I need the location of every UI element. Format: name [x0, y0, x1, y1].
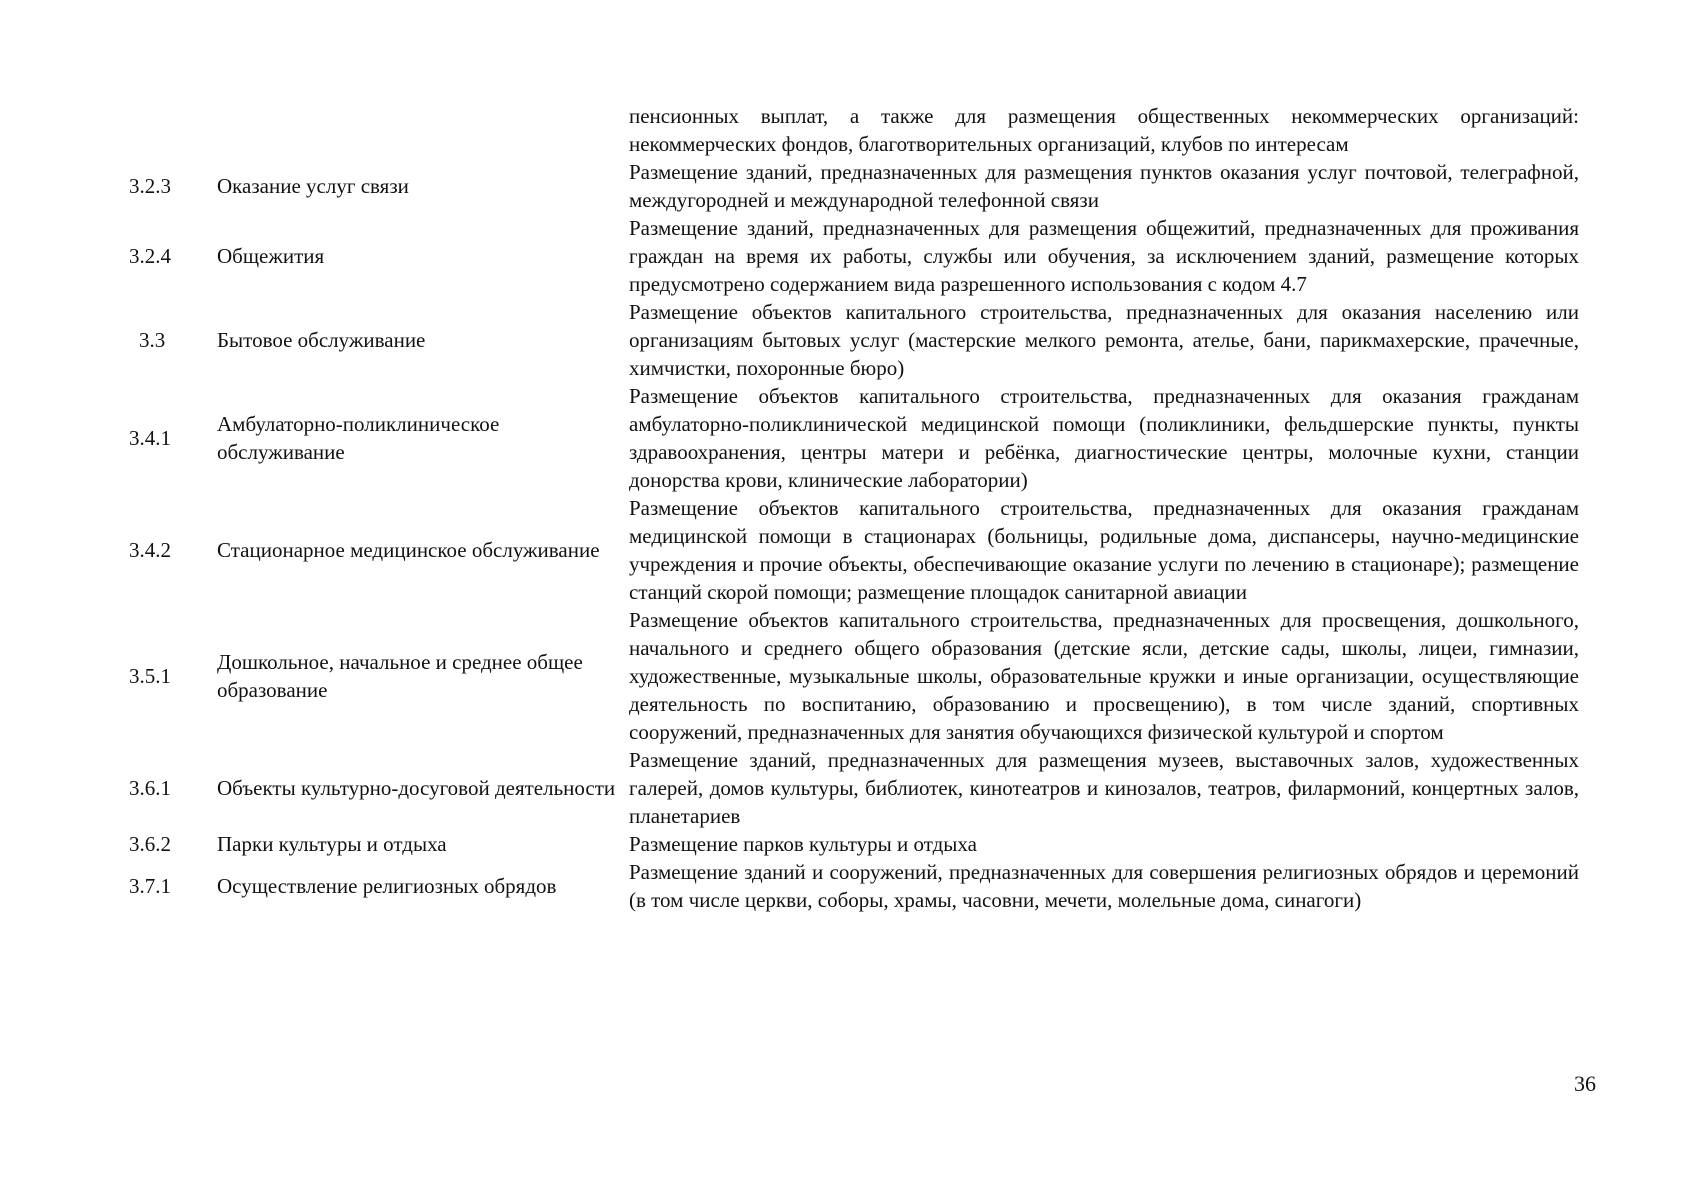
table-row [129, 858, 1579, 914]
row-name: Оказание услуг связи [217, 174, 409, 198]
row-name: Стационарное медицинское обслуживание [217, 538, 600, 562]
row-code: 3.2.4 [129, 244, 171, 268]
table-row [129, 494, 1579, 606]
table-row [129, 102, 1579, 158]
row-description: Размещение объектов капитального строительства, предназначенных для оказания населению или организациям бытовых услуг (мастерские мелкого ремонта, ателье, бани, парикмахерские, прачечные, химчистки, похоронные бюро) [629, 300, 1579, 380]
row-code: 3.6.2 [129, 832, 171, 856]
row-description: Размещение парков культуры и отдыха [629, 832, 977, 856]
row-code: 3.6.1 [129, 776, 171, 800]
row-description: Размещение объектов капитального строительства, предназначенных для оказания гражданам амбулаторно-поликлинической медицинской помощи (поликлиники, фельдшерские пункты, пункты здравоохранения, центры матери и ребёнка, диагностические центры, молочные кухни, станции донорства крови, клинические лаборатории) [629, 384, 1579, 492]
row-code: 3.4.1 [129, 426, 171, 450]
row-name: Бытовое обслуживание [217, 328, 426, 352]
table-row [129, 746, 1579, 830]
row-code: 3.4.2 [129, 538, 171, 562]
row-description: Размещение зданий, предназначенных для размещения пунктов оказания услуг почтовой, телеграфной, междугородней и международной телефонной связи [629, 160, 1579, 212]
row-code: 3.3 [139, 328, 166, 352]
row-description: Размещение зданий, предназначенных для размещения общежитий, предназначенных для проживания граждан на время их работы, службы или обучения, за исключением зданий, размещение которых предусмотрено содержанием вида разрешенного использования с кодом 4.7 [629, 216, 1579, 296]
page-number: 36 [1574, 1071, 1596, 1096]
table-row [129, 298, 1579, 382]
row-name [217, 102, 629, 158]
row-description: Размещение объектов капитального строительства, предназначенных для оказания гражданам медицинской помощи в стационарах (больницы, родильные дома, диспансеры, научно-медицинские учреждения и прочие объекты, обеспечивающие оказание услуги по лечению в стационаре); размещение станций скорой помощи; размещение площадок санитарной авиации [629, 496, 1579, 604]
row-description: Размещение зданий и сооружений, предназначенных для совершения религиозных обрядов и церемоний (в том числе церкви, соборы, храмы, часовни, мечети, молельные дома, синагоги) [629, 860, 1579, 912]
row-name: Дошкольное, начальное и среднее общее образование [217, 650, 583, 702]
row-name: Объекты культурно-досуговой деятельности [217, 776, 616, 800]
table-row [129, 158, 1579, 214]
row-name: Осуществление религиозных обрядов [217, 874, 557, 898]
table-row [129, 214, 1579, 298]
row-code: 3.5.1 [129, 664, 171, 688]
table-row [129, 606, 1579, 746]
land-use-table [129, 102, 1579, 914]
row-description: Размещение объектов капитального строительства, предназначенных для просвещения, дошкольного, начального и среднего общего образования (детские ясли, детские сады, школы, лицеи, гимназии, художественные, музыкальные школы, образовательные кружки и иные организации, осуществляющие деятельность по воспитанию, образованию и просвещению), в том числе зданий, спортивных сооружений, предназначенных для занятия обучающихся физической культурой и спортом [629, 608, 1579, 744]
row-name: Парки культуры и отдыха [217, 832, 447, 856]
row-code: 3.2.3 [129, 174, 171, 198]
row-name: Амбулаторно-поликлиническое обслуживание [217, 412, 500, 464]
row-code [129, 102, 217, 158]
row-name: Общежития [217, 244, 325, 268]
row-description: Размещение зданий, предназначенных для размещения музеев, выставочных залов, художественных галерей, домов культуры, библиотек, кинотеатров и кинозалов, театров, филармоний, концертных залов, планетариев [629, 748, 1579, 828]
table-row [129, 382, 1579, 494]
row-code: 3.7.1 [129, 874, 171, 898]
row-description: пенсионных выплат, а также для размещения общественных некоммерческих организаций: некоммерческих фондов, благотворительных организаций, клубов по интересам [629, 104, 1579, 156]
table-row [129, 830, 1579, 858]
